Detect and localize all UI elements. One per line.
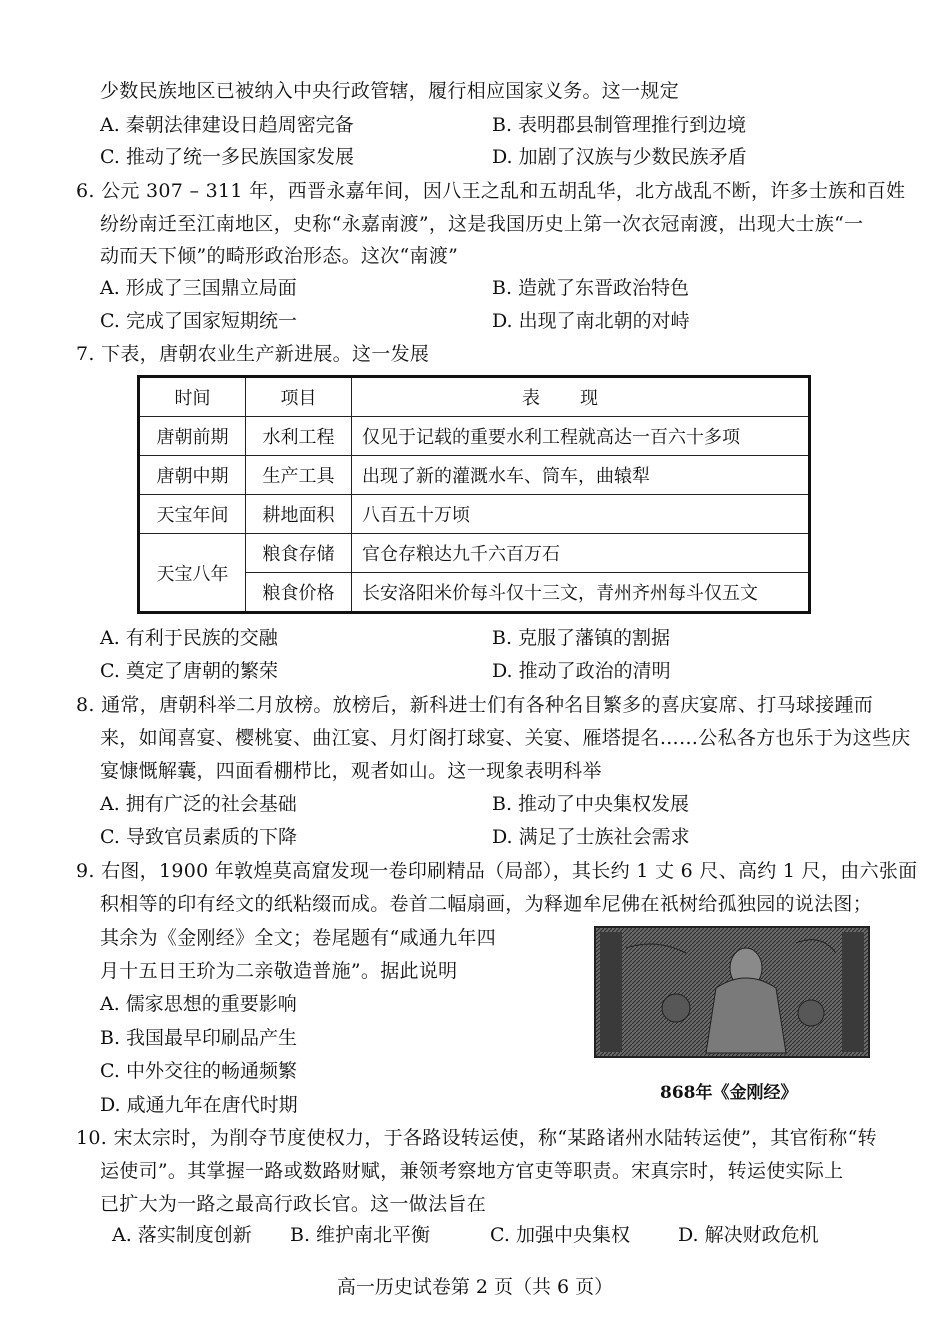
table-header-item: 项目: [246, 377, 352, 417]
table-header-row: [139, 377, 810, 417]
q5-option-c: C. 推动了统一多民族国家发展: [100, 146, 354, 168]
q9-option-c: C. 中外交往的畅通频繁: [100, 1060, 297, 1082]
q9-option-d: D. 咸通九年在唐代时期: [100, 1094, 298, 1116]
q8-option-a: A. 拥有广泛的社会基础: [100, 793, 297, 815]
table-cell: 唐朝中期: [139, 456, 246, 495]
q10-option-c: C. 加强中央集权: [490, 1224, 630, 1246]
table-row: [139, 456, 810, 495]
figure-caption: 868年《金刚经》: [660, 1083, 798, 1103]
table-row: [139, 534, 810, 573]
q10-option-a: A. 落实制度创新: [112, 1224, 252, 1246]
q8-stem-line1: 8. 通常，唐朝科举二月放榜。放榜后，新科进士们有各种名目繁多的喜庆宴席、打马球接踵而: [76, 694, 874, 716]
table-cell: 八百五十万顷: [352, 495, 810, 534]
diamond-sutra-image: [594, 926, 870, 1058]
q6-option-a: A. 形成了三国鼎立局面: [100, 277, 297, 299]
q10-option-d: D. 解决财政危机: [678, 1224, 819, 1246]
table-cell: 生产工具: [246, 456, 352, 495]
q7-option-d: D. 推动了政治的清明: [492, 660, 671, 682]
table-header-time: 时间: [139, 377, 246, 417]
q9-stem-line1: 9. 右图，1900 年敦煌莫高窟发现一卷印刷精品（局部），其长约 1 丈 6 尺、高约 1 尺，由六张面: [76, 860, 918, 882]
q9-option-b: B. 我国最早印刷品产生: [100, 1027, 298, 1049]
q7-option-a: A. 有利于民族的交融: [100, 627, 278, 649]
q10-option-b: B. 维护南北平衡: [290, 1224, 431, 1246]
table-cell: 仅见于记载的重要水利工程就高达一百六十多项: [352, 417, 810, 456]
table-cell: 官仓存粮达九千六百万石: [352, 534, 810, 573]
q9-stem-line2: 积相等的印有经文的纸粘缀而成。卷首二幅扇画，为释迦牟尼佛在祇树给孤独园的说法图；: [100, 893, 873, 915]
table-cell: 粮食价格: [246, 573, 352, 613]
q6-stem-line3: 动而天下倾”的畸形政治形态。这次“南渡”: [100, 245, 459, 267]
q5-stem: 少数民族地区已被纳入中央行政管辖，履行相应国家义务。这一规定: [100, 80, 680, 102]
q8-option-c: C. 导致官员素质的下降: [100, 826, 297, 848]
q6-option-b: B. 造就了东晋政治特色: [492, 277, 690, 299]
q5-option-b: B. 表明郡县制管理推行到边境: [492, 114, 747, 136]
q5-option-a: A. 秦朝法律建设日趋周密完备: [100, 114, 354, 136]
q7-stem: 7. 下表，唐朝农业生产新进展。这一发展: [76, 343, 430, 365]
table-cell: 天宝年间: [139, 495, 246, 534]
q10-stem-line1: 10. 宋太宗时，为削夺节度使权力，于各路设转运使，称“某路诸州水陆转运使”，其官衔称“转: [76, 1127, 877, 1149]
table-cell: 粮食存储: [246, 534, 352, 573]
table-cell: 天宝八年: [139, 534, 246, 613]
q10-stem-line2: 运使司”。其掌握一路或数路财赋，兼领考察地方官吏等职责。宋真宗时，转运使实际上: [100, 1160, 844, 1182]
q8-stem-line2: 来，如闻喜宴、樱桃宴、曲江宴、月灯阁打球宴、关宴、雁塔提名……公私各方也乐于为这些庆: [100, 727, 911, 749]
q6-option-c: C. 完成了国家短期统一: [100, 310, 297, 332]
q8-option-b: B. 推动了中央集权发展: [492, 793, 690, 815]
q6-option-d: D. 出现了南北朝的对峙: [492, 310, 690, 332]
table-cell: 耕地面积: [246, 495, 352, 534]
q6-stem-line1: 6. 公元 307 – 311 年，西晋永嘉年间，因八王之乱和五胡乱华，北方战乱不断，许多士族和百姓: [76, 180, 906, 202]
q9-stem-line4: 月十五日王玠为二亲敬造普施”。据此说明: [100, 960, 458, 982]
q7-option-b: B. 克服了藩镇的割据: [492, 627, 671, 649]
q7-table: [137, 375, 811, 614]
q9-option-a: A. 儒家思想的重要影响: [100, 993, 297, 1015]
table-cell: 出现了新的灌溉水车、筒车，曲辕犁: [352, 456, 810, 495]
table-cell: 水利工程: [246, 417, 352, 456]
q9-stem-line3: 其余为《金刚经》全文；卷尾题有“咸通九年四: [100, 927, 497, 949]
page-footer: 高一历史试卷第 2 页（共 6 页）: [336, 1276, 614, 1298]
q6-stem-line2: 纷纷南迁至江南地区，史称“永嘉南渡”，这是我国历史上第一次衣冠南渡，出现大士族“一: [100, 213, 864, 235]
q10-stem-line3: 已扩大为一路之最高行政长官。这一做法旨在: [100, 1193, 487, 1215]
table-row: [139, 495, 810, 534]
table-cell: 唐朝前期: [139, 417, 246, 456]
table-header-performance: 表现: [352, 377, 810, 417]
q8-stem-line3: 宴慷慨解囊，四面看棚栉比，观者如山。这一现象表明科举: [100, 760, 602, 782]
q7-option-c: C. 奠定了唐朝的繁荣: [100, 660, 278, 682]
table-cell: 长安洛阳米价每斗仅十三文，青州齐州每斗仅五文: [352, 573, 810, 613]
q8-option-d: D. 满足了士族社会需求: [492, 826, 690, 848]
table-row: [139, 417, 810, 456]
q5-option-d: D. 加剧了汉族与少数民族矛盾: [492, 146, 747, 168]
